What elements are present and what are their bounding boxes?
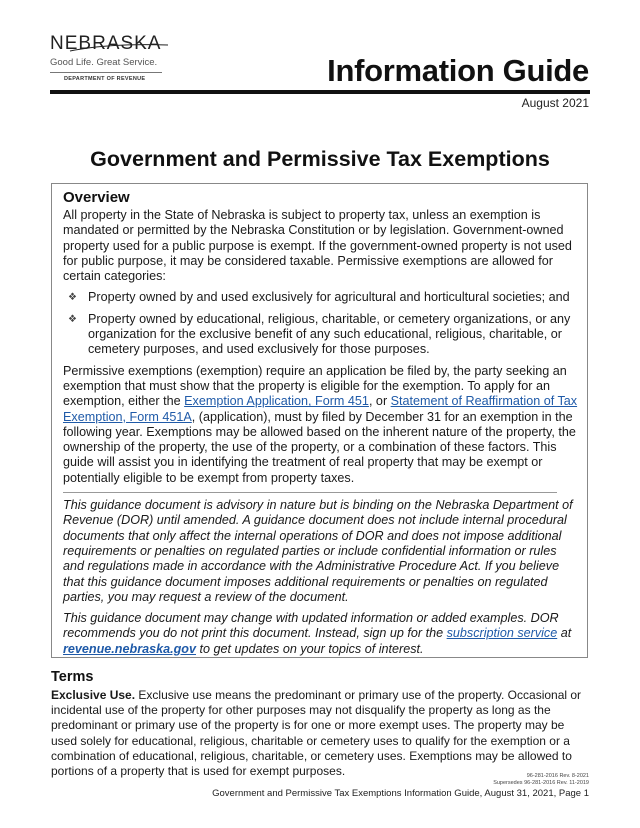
document-type-title: Information Guide	[327, 53, 589, 88]
terms-heading: Terms	[51, 669, 94, 685]
page-footer-line: Government and Permissive Tax Exemptions Information Guide, August 31, 2021, Page 1	[212, 788, 589, 799]
term-text: Exclusive use means the predominant or primary use of the property. Occasional or incidental use of the property for other purposes may not disqualify the property as long as the predominant or primary use of the property is for one or more exempt uses. The property may be used solely for educational, religious, charitable or cemetery uses to qualify for the exemption or a combination of educational, religious, charitable, or cemetery uses. Exemptions may be allowed to portions of a property that is used for exempt purposes.	[51, 688, 582, 779]
list-item	[63, 312, 578, 358]
paragraph-text: Permissive exemptions (exemption) require an application be filed by, the party seeking an exemption that must show that the property is eligible for the exemption. To apply for an exemption, either the	[63, 363, 567, 409]
logo-department: DEPARTMENT OF REVENUE	[64, 76, 146, 82]
nebraska-dor-logo	[50, 34, 170, 82]
logo-divider	[50, 72, 162, 73]
paragraph-text: , or	[368, 394, 391, 409]
diamond-bullet-icon: ❖	[68, 292, 77, 304]
paragraph-text: to get updates on your topics of interest.	[196, 641, 424, 656]
page-title: Government and Permissive Tax Exemptions	[90, 147, 550, 171]
list-item	[63, 290, 578, 305]
section-divider	[63, 492, 557, 493]
logo-swoosh-icon	[50, 34, 170, 56]
supersedes-note: Supersedes 96-281-2016 Rev. 11-2019	[493, 780, 589, 786]
form-451a-link[interactable]: Statement of Reaffirmation of Tax Exemption, Form 451A	[63, 394, 578, 424]
paragraph-text: , (application), must by filed by December 31 for an exemption in the following year. Exemptions may be allowed based on the inherent nature of the property, the ownership of the property, the use of the property, or a combination of these factors. This guide will assist you in identifying the treatment of real property that may be exempt or potentially eligible to be exempt from property taxes.	[63, 409, 576, 485]
permissive-exemptions-paragraph	[63, 364, 578, 486]
publication-date: August 2021	[521, 96, 589, 110]
terms-section	[51, 669, 591, 779]
logo-wordmark	[50, 34, 170, 54]
list-item-text: Property owned by educational, religious, charitable, or cemetery organizations, or any organization for the exclusive benefit of any such educational, religious, charitable, or cemetery purposes, and used exclusively for those purposes.	[88, 311, 571, 357]
paragraph-text: at	[557, 626, 572, 641]
overview-box	[51, 183, 588, 658]
overview-intro: All property in the State of Nebraska is subject to property tax, unless an exemption is mandated or permitted by the Nebraska Constitution or by legislation. Government-owned property used for a public purpose is exempt. If the government-owned property is not used for public purpose, it may be considered taxable. Permissive exemptions are allowed for certain categories:	[63, 208, 572, 284]
revenue-website-link[interactable]: revenue.nebraska.gov	[63, 641, 196, 656]
form-451-link[interactable]: Exemption Application, Form 451	[184, 394, 369, 409]
subscription-note	[63, 611, 578, 657]
logo-name: NEBRASKA	[50, 33, 162, 54]
header-rule	[50, 90, 590, 94]
diamond-bullet-icon: ❖	[68, 313, 77, 325]
guidance-disclaimer: This guidance document is advisory in nature but is binding on the Nebraska Department of Revenue (DOR) until amended. A guidance document does not include internal procedural documents that only affect the internal operations of DOR and does not impose additional requirements or penalties on regulated parties or include confidential information or rules and regulations made in accordance with the Administrative Procedure Act. If you believe that this guidance document imposes additional requirements or penalties on regulated parties, you may request a review of the document.	[63, 498, 573, 604]
paragraph-text: This guidance document may change with updated information or added examples. DOR recommends you do not print this document. Instead, sign up for the	[63, 611, 559, 641]
revision-number: 96-281-2016 Rev. 8-2021	[526, 773, 589, 779]
disclaimer-section	[63, 498, 578, 657]
list-item-text: Property owned by and used exclusively for agricultural and horticultural societies; and	[88, 290, 570, 305]
term-label: Exclusive Use.	[51, 688, 136, 702]
page-footer	[212, 773, 589, 799]
subscription-service-link[interactable]: subscription service	[446, 626, 558, 641]
overview-heading: Overview	[63, 189, 130, 206]
exemption-categories-list	[63, 290, 578, 357]
logo-tagline: Good Life. Great Service.	[50, 57, 158, 68]
exclusive-use-definition	[51, 688, 591, 779]
